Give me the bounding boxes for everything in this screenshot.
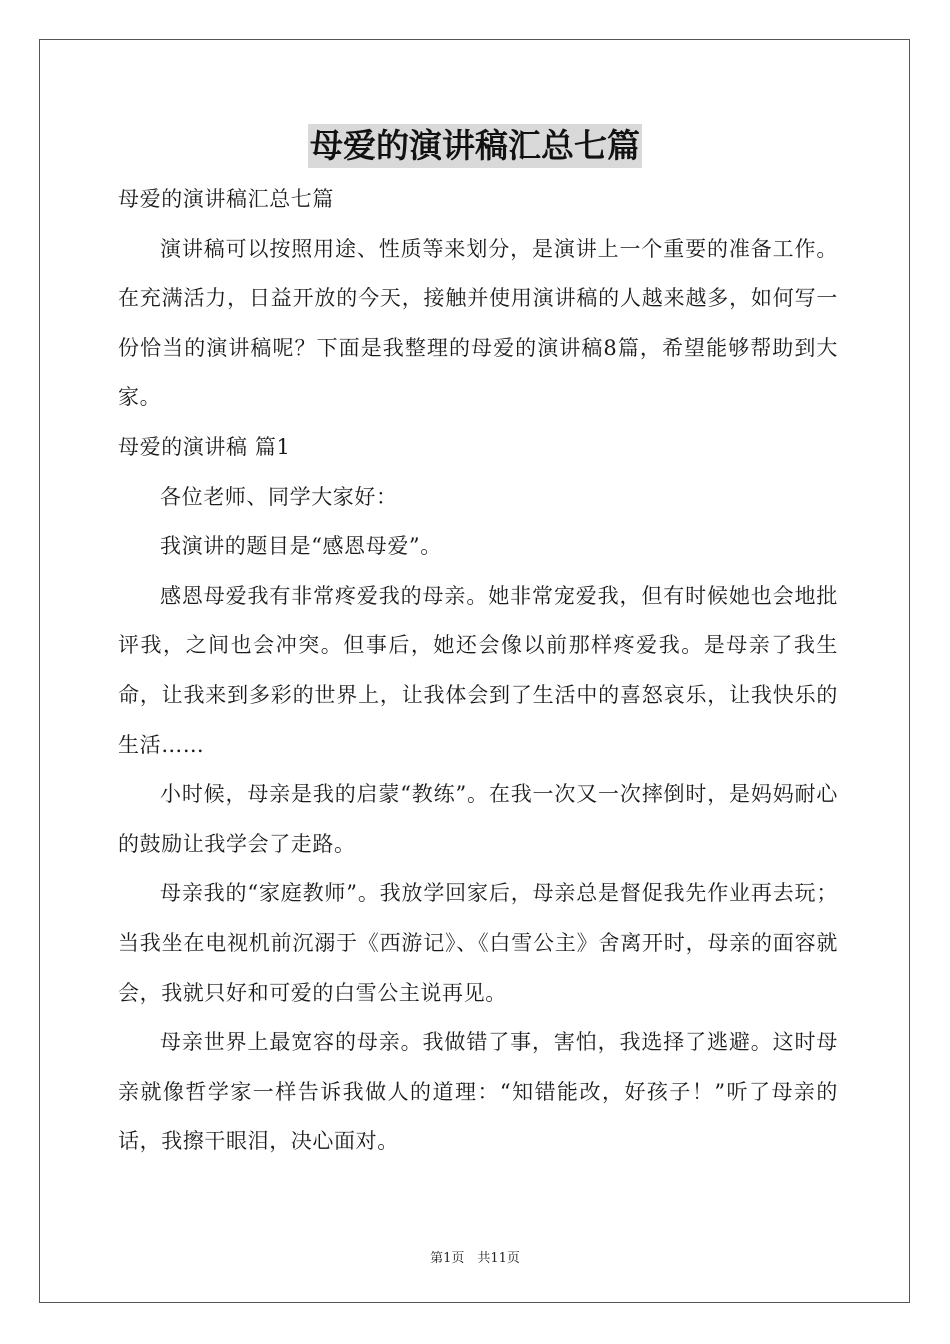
document-title-text: 母爱的演讲稿汇总七篇 (308, 124, 642, 168)
document-subtitle: 母爱的演讲稿汇总七篇 (118, 187, 334, 211)
body-paragraph: 小时候，母亲是我的启蒙“教练”。在我一次又一次摔倒时，是妈妈耐心的鼓励让我学会了走路。 (118, 782, 838, 856)
body-paragraph: 我演讲的题目是“感恩母爱”。 (160, 534, 442, 559)
intro-paragraph: 演讲稿可以按照用途、性质等来划分，是演讲上一个重要的准备工作。在充满活力，日益开放的今天，接触并使用演讲稿的人越来越多，如何写一份恰当的演讲稿呢？下面是我整理的母爱的演讲稿8篇，希望能够帮助到大家。 (118, 236, 838, 410)
page-number-label: 第1页 共11页 (430, 1251, 520, 1266)
page-footer (0, 1247, 950, 1266)
document-title (0, 124, 950, 168)
body-paragraph: 感恩母爱我有非常疼爱我的母亲。她非常宠爱我，但有时候她也会地批评我，之间也会冲突。但事后，她还会像以前那样疼爱我。是母亲了我生命，让我来到多彩的世界上，让我体会到了生活中的喜怒哀乐，让我快乐的生活…… (118, 583, 838, 757)
body-paragraph: 母亲世界上最宽容的母亲。我做错了事，害怕，我选择了逃避。这时母亲就像哲学家一样告诉我做人的道理：“知错能改，好孩子！”听了母亲的话，我擦干眼泪，决心面对。 (118, 1030, 838, 1154)
body-paragraph: 各位老师、同学大家好： (160, 484, 398, 509)
body-paragraph: 母亲我的“家庭教师”。我放学回家后，母亲总是督促我先作业再去玩；当我坐在电视机前沉溺于《西游记》、《白雪公主》舍离开时，母亲的面容就会，我就只好和可爱的白雪公主说再见。 (118, 881, 838, 1005)
section-heading: 母爱的演讲稿 篇1 (118, 434, 291, 459)
document-body (118, 175, 838, 1167)
